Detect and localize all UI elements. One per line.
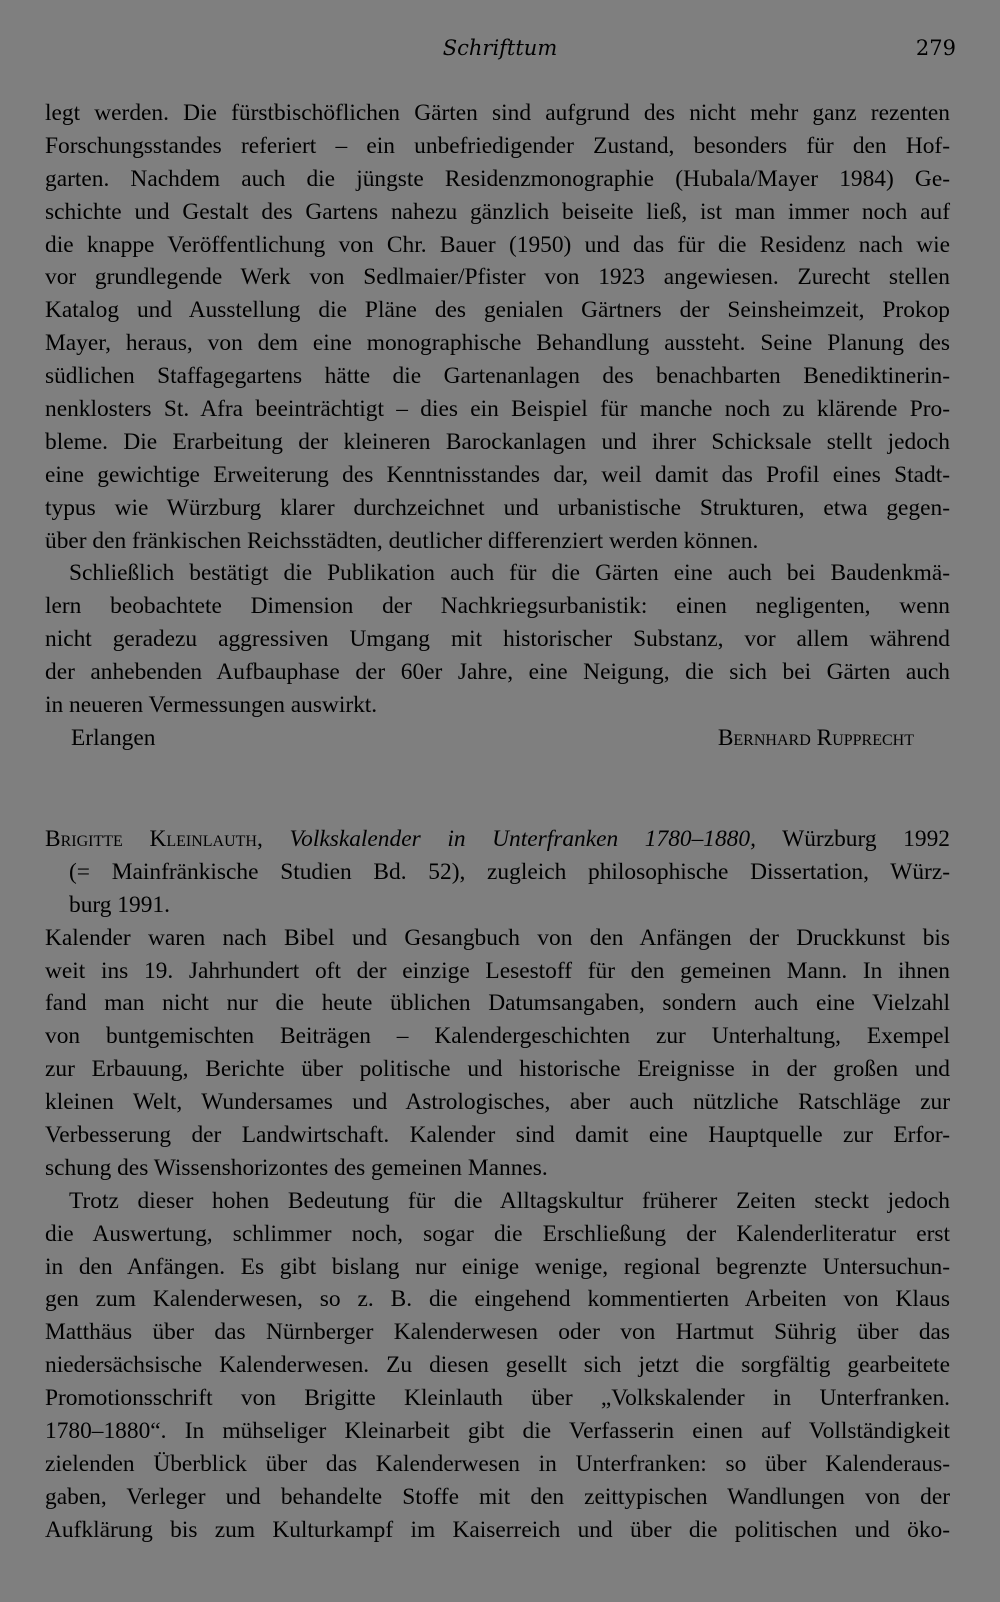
review1-signature [45, 722, 950, 755]
text-line: eine gewichtige Erweiterung des Kenntnisstandes dar, weil damit das Profil eines Stadt- [45, 461, 950, 488]
text-line: Forschungsstandes referiert – ein unbefriedigender Zustand, besonders für den Hof- [45, 132, 950, 159]
review1-paragraph-2 [45, 557, 950, 721]
text-line: niedersächsische Kalenderwesen. Zu diesen gesellt sich jetzt die sorgfältig gearbeitete [45, 1352, 950, 1379]
text-line: Schließlich bestätigt die Publikation auch für die Gärten eine auch bei Baudenkmä- [69, 560, 950, 587]
text-line: die Auswertung, schlimmer noch, sogar die Erschließung der Kalenderliteratur erst [45, 1220, 950, 1247]
page-number: 279 [915, 36, 956, 60]
text-line: gaben, Verleger und behandelte Stoffe mit den zeittypischen Wandlungen von der [45, 1483, 950, 1510]
review2-citation [45, 823, 950, 922]
text-line: typus wie Würzburg klarer durchzeichnet und urbanistische Strukturen, etwa gegen- [45, 494, 950, 521]
text-line: Katalog und Ausstellung die Pläne des genialen Gärtners der Seinsheimzeit, Prokop [45, 297, 950, 324]
text-line: kleinen Welt, Wundersames und Astrologisches, aber auch nützliche Ratschläge zur [45, 1089, 950, 1116]
text-line: bleme. Die Erarbeitung der kleineren Barockanlagen und ihrer Schicksale stellt jedoch [45, 428, 950, 455]
text-line: Trotz dieser hohen Bedeutung für die Alltagskultur früherer Zeiten steckt jedoch [69, 1187, 950, 1214]
reviewer-name: Bernhard Rupprecht [717, 724, 914, 751]
cited-author: Brigitte Kleinlauth, [45, 826, 263, 852]
text-line: gen zum Kalenderwesen, so z. B. die eingehend kommentierten Arbeiten von Klaus [45, 1286, 950, 1313]
review2-paragraph-1 [45, 922, 950, 1185]
text-line: der anhebenden Aufbauphase der 60er Jahre, eine Neigung, die sich bei Gärten auch [45, 659, 950, 686]
text-line: legt werden. Die fürstbischöflichen Gärten sind aufgrund des nicht mehr ganz rezenten [45, 100, 950, 126]
review2-paragraph-2 [45, 1185, 950, 1547]
text-line: Promotionsschrift von Brigitte Kleinlauth über „Volkskalender in Unterfranken. [45, 1385, 950, 1412]
text-line: lern beobachtete Dimension der Nachkriegsurbanistik: einen negligenten, wenn [45, 593, 950, 620]
text-line: über den fränkischen Reichsstädten, deutlicher differenziert werden können. [45, 527, 759, 554]
review2-body [45, 823, 950, 1547]
citation-line: (= Mainfränkische Studien Bd. 52), zugleich philosophische Dissertation, Würz- [69, 858, 950, 885]
text-line: Aufklärung bis zum Kulturkampf im Kaiserreich und über die politischen und öko- [45, 1516, 950, 1543]
text-line: Matthäus über das Nürnberger Kalenderwesen oder von Hartmut Sührig über das [45, 1319, 950, 1346]
cited-publication-place: Würzburg 1992 [782, 826, 950, 852]
text-line: garten. Nachdem auch die jüngste Residenzmonographie (Hubala/Mayer 1984) Ge- [45, 165, 950, 192]
text-line: zielenden Überblick über das Kalenderwesen in Unterfranken: so über Kalenderaus- [45, 1450, 950, 1477]
text-line: schung des Wissenshorizontes des gemeinen Mannes. [45, 1154, 548, 1181]
text-line: weit ins 19. Jahrhundert oft der einzige Lesestoff für den gemeinen Mann. In ihnen [45, 957, 950, 984]
text-line: nicht geradezu aggressiven Umgang mit historischer Substanz, vor allem während [45, 626, 950, 653]
text-line: Verbesserung der Landwirtschaft. Kalender sind damit eine Hauptquelle zur Erfor- [45, 1122, 950, 1149]
text-line: in den Anfängen. Es gibt bislang nur einige wenige, regional begrenzte Untersuchun- [45, 1253, 950, 1280]
text-line: die knappe Veröffentlichung von Chr. Bauer (1950) und das für die Residenz nach wie [45, 231, 950, 258]
review1-body [45, 97, 950, 755]
text-line: vor grundlegende Werk von Sedlmaier/Pfister von 1923 angewiesen. Zurecht stellen [45, 264, 950, 291]
text-line: 1780–1880“. In mühseliger Kleinarbeit gibt die Verfasserin einen auf Vollständigkeit [45, 1418, 950, 1445]
text-line: nenklosters St. Afra beeinträchtigt – dies ein Beispiel für manche noch zu klärende Pro- [45, 396, 950, 423]
text-line: südlichen Staffagegartens hätte die Gartenanlagen des benachbarten Benediktinerin- [45, 363, 950, 390]
text-line: von buntgemischten Beiträgen – Kalendergeschichten zur Unterhaltung, Exempel [45, 1023, 950, 1050]
text-line: zur Erbauung, Berichte über politische und historische Ereignisse in der großen und [45, 1056, 950, 1083]
text-line: schichte und Gestalt des Gartens nahezu gänzlich beiseite ließ, ist man immer noch auf [45, 198, 950, 225]
review1-paragraph-1 [45, 97, 950, 557]
citation-line: burg 1991. [69, 891, 170, 918]
citation-line [45, 823, 950, 856]
text-line: fand man nicht nur die heute üblichen Datumsangaben, sondern auch eine Vielzahl [45, 990, 950, 1017]
text-line: Kalender waren nach Bibel und Gesangbuch von den Anfängen der Druckkunst bis [45, 924, 950, 951]
running-title: Schrifttum [442, 36, 558, 60]
page-header [44, 30, 956, 66]
text-line: in neueren Vermessungen auswirkt. [45, 692, 378, 719]
text-line: Mayer, heraus, von dem eine monographische Behandlung aussteht. Seine Planung des [45, 330, 950, 357]
review-place: Erlangen [71, 724, 156, 751]
cited-title: Volkskalender in Unterfranken 1780–1880, [289, 826, 756, 852]
